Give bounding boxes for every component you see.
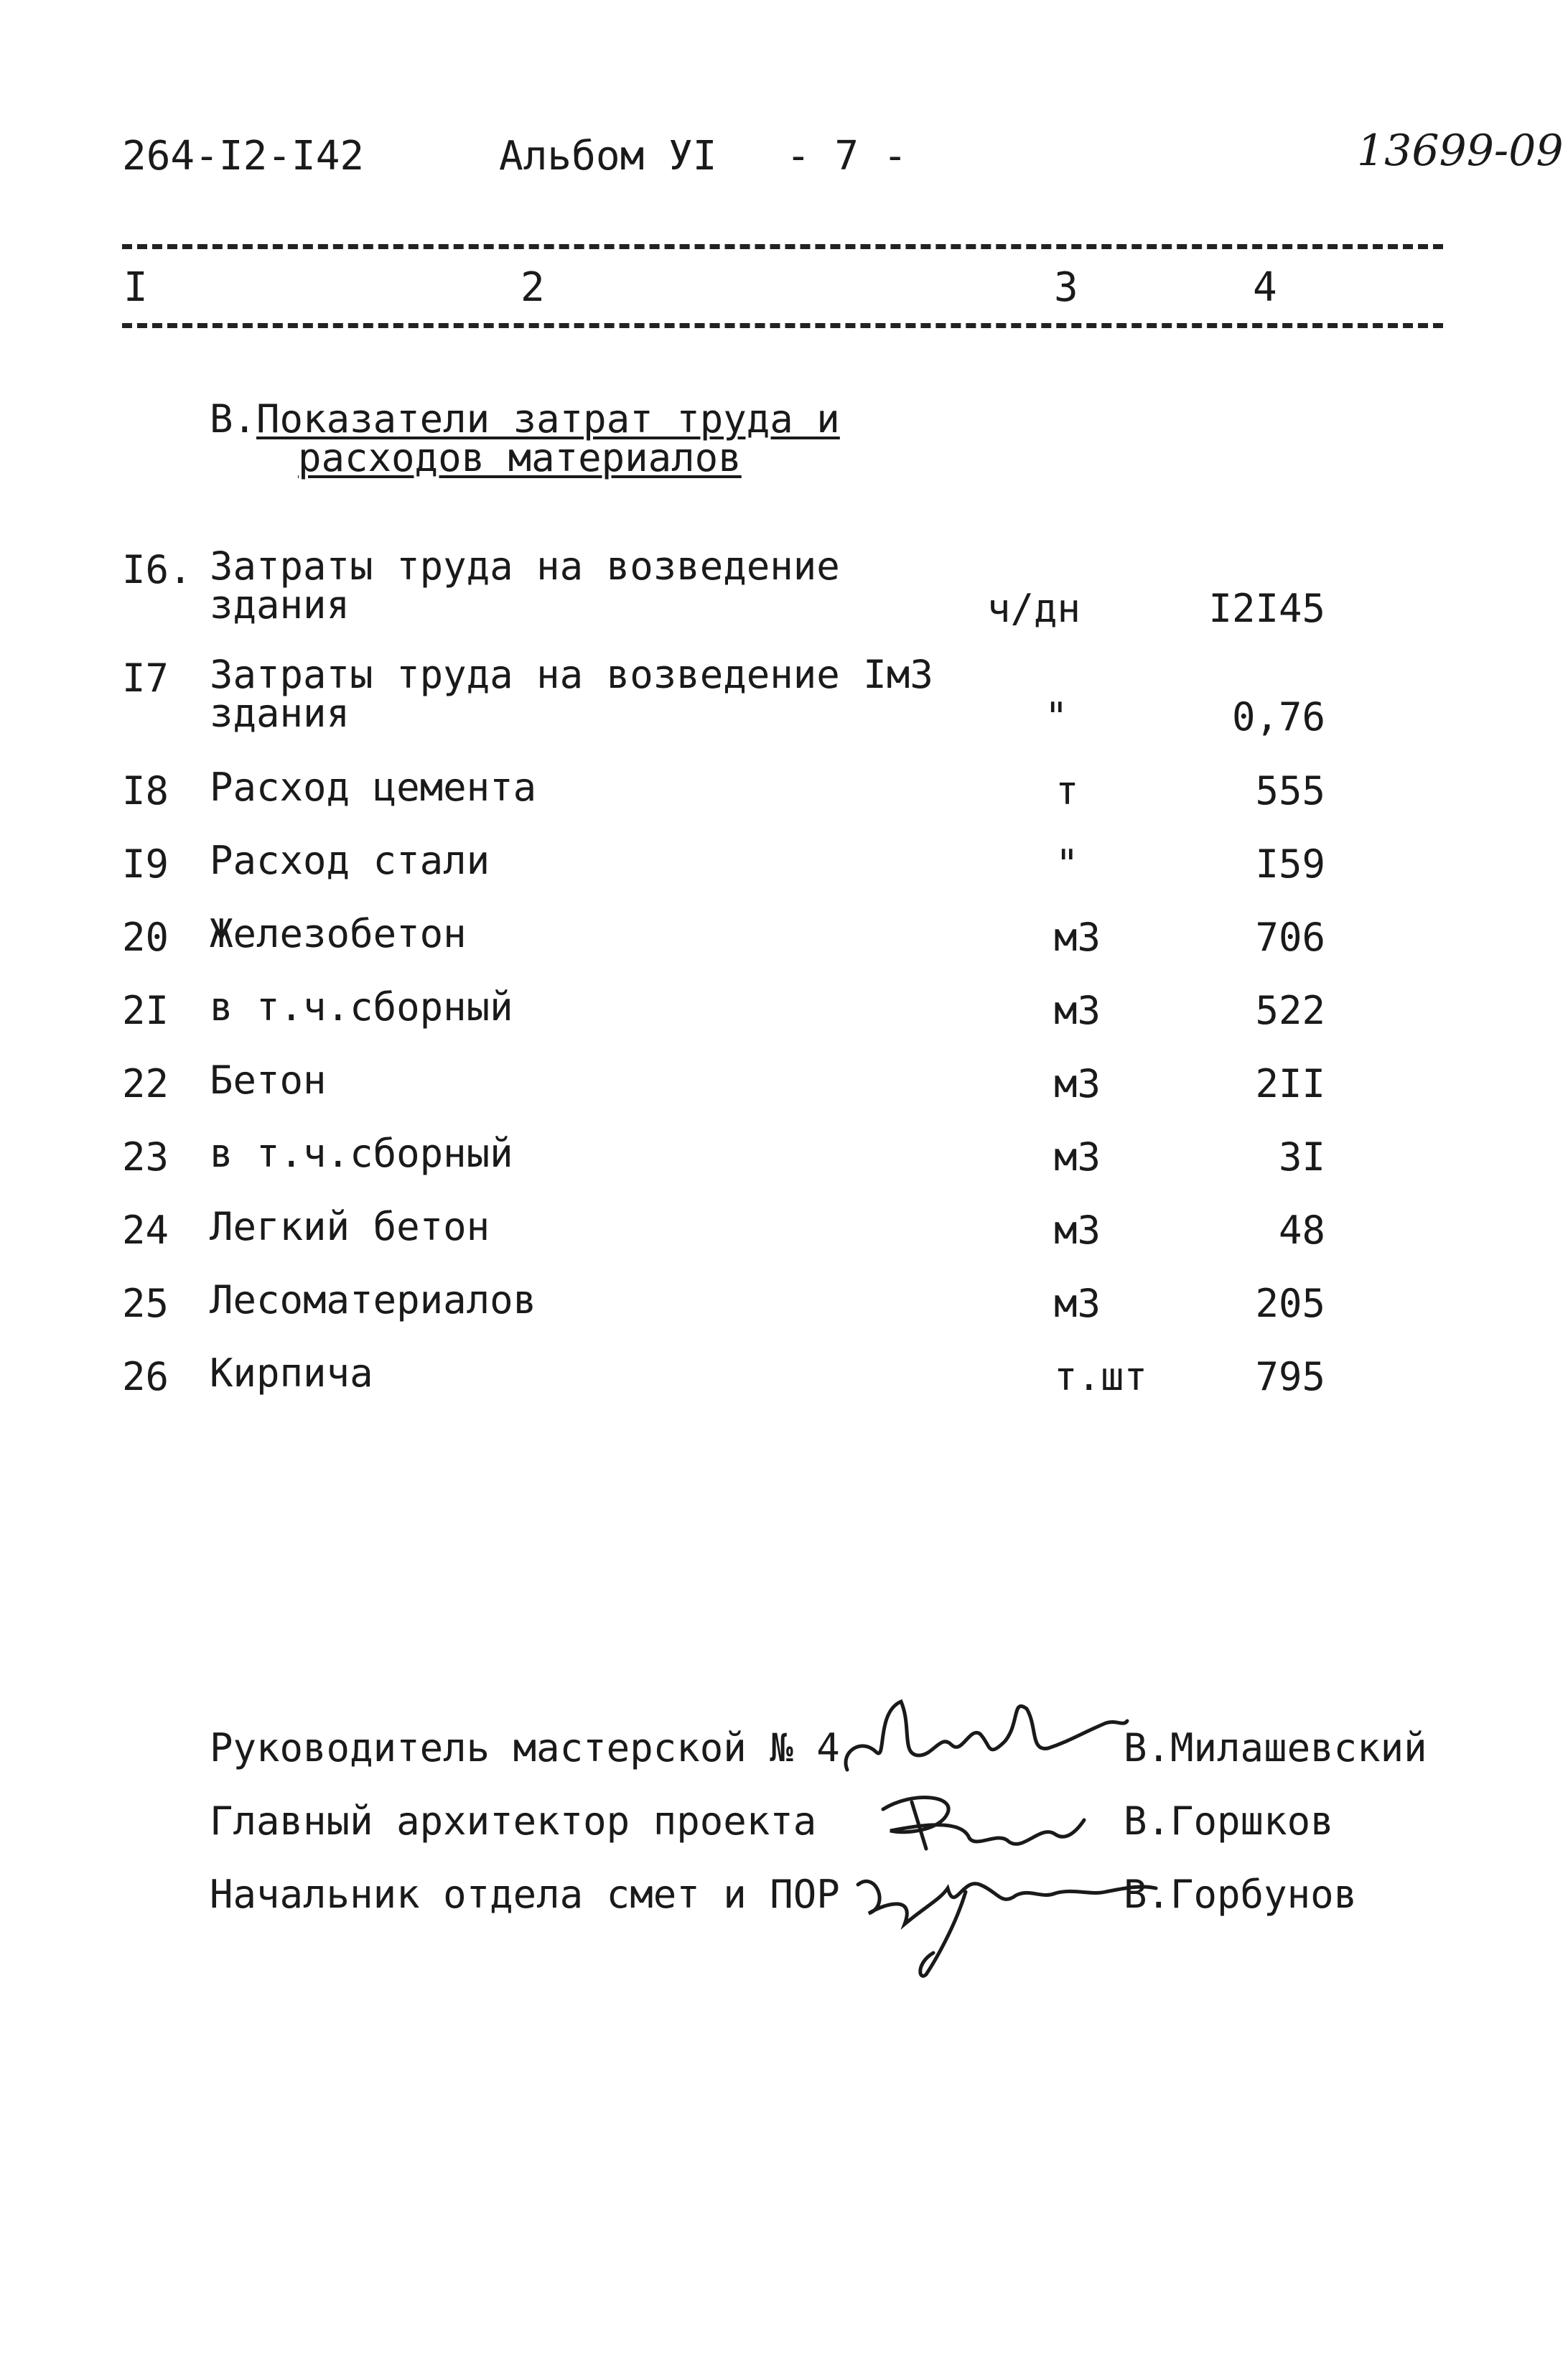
signature-name-3: В.Горбунов	[1124, 1872, 1358, 1917]
section-title-line1: Показатели затрат труда и	[256, 396, 840, 442]
row-description: Расход стали	[210, 838, 490, 883]
column-number-1: I	[123, 264, 148, 311]
album-label: Альбом УI	[499, 133, 717, 179]
row-number: 25	[122, 1281, 169, 1326]
row-number: 22	[122, 1061, 169, 1106]
row-description: в т.ч.сборный	[210, 984, 513, 1030]
document-code: 264-I2-I42	[122, 133, 365, 179]
row-description: Бетон	[210, 1058, 327, 1103]
signature-role-3: Начальник отдела смет и ПОР	[210, 1872, 840, 1917]
row-number: I8	[122, 768, 169, 813]
row-number: 24	[122, 1208, 169, 1253]
signature-name-2: В.Горшков	[1124, 1798, 1334, 1844]
handwritten-signature-3	[847, 1856, 1163, 1982]
signature-role-1: Руководитель мастерской № 4	[210, 1725, 840, 1770]
row-value: 48	[1278, 1208, 1325, 1253]
row-unit: ч/дн	[987, 586, 1081, 631]
inventory-number: 13699-09	[1357, 126, 1564, 176]
dashed-rule-bottom	[122, 323, 1443, 328]
row-description: в т.ч.сборный	[210, 1131, 513, 1176]
row-description: Затраты труда на возведение IмЗ здания	[210, 652, 933, 736]
signature-role-2: Главный архитектор проекта	[210, 1798, 817, 1844]
row-description: Лесоматериалов	[210, 1277, 537, 1322]
column-number-4: 4	[1253, 264, 1277, 311]
row-number: I6.	[122, 547, 192, 592]
row-description: Железобетон	[210, 911, 467, 956]
row-description: Кирпича	[210, 1350, 373, 1396]
row-value: 205	[1255, 1281, 1325, 1326]
row-number: 26	[122, 1354, 169, 1399]
section-title-line2-wrap	[298, 435, 742, 480]
row-description: Затраты труда на возведение здания	[210, 543, 840, 627]
row-unit: мЗ	[1054, 1208, 1101, 1253]
row-unit: т	[1055, 768, 1079, 813]
row-value: 555	[1255, 768, 1325, 813]
row-value: 0,76	[1231, 694, 1325, 739]
row-number: 23	[122, 1134, 169, 1180]
row-number: 2I	[122, 988, 169, 1033]
section-prefix: В.	[210, 396, 257, 442]
row-value: 522	[1255, 988, 1325, 1033]
row-value: 2II	[1255, 1061, 1325, 1106]
column-number-2: 2	[521, 264, 545, 311]
signature-name-1: В.Милашевский	[1124, 1725, 1427, 1770]
row-number: I9	[122, 841, 169, 887]
row-number: 20	[122, 915, 169, 960]
row-description: Расход цемента	[210, 765, 537, 810]
handwritten-signature-2	[862, 1781, 1098, 1860]
row-unit: "	[1045, 694, 1068, 739]
row-unit: "	[1055, 841, 1079, 887]
row-unit: мЗ	[1054, 1061, 1101, 1106]
dashed-rule-top	[122, 244, 1443, 249]
handwritten-signature-1	[833, 1684, 1134, 1784]
row-description: Легкий бетон	[210, 1204, 490, 1249]
row-unit: т.шт	[1054, 1354, 1148, 1399]
row-value: 795	[1255, 1354, 1325, 1399]
row-unit: мЗ	[1054, 988, 1101, 1033]
row-number: I7	[122, 655, 169, 701]
section-title-line2: расходов материалов	[298, 435, 742, 480]
column-number-3: 3	[1054, 264, 1078, 311]
row-value: I2I45	[1208, 586, 1325, 631]
row-value: I59	[1255, 841, 1325, 887]
row-unit: мЗ	[1054, 1134, 1101, 1180]
row-unit: мЗ	[1054, 915, 1101, 960]
page-number: - 7 -	[786, 133, 907, 179]
row-unit: мЗ	[1054, 1281, 1101, 1326]
row-value: 706	[1255, 915, 1325, 960]
row-value: 3I	[1278, 1134, 1325, 1180]
